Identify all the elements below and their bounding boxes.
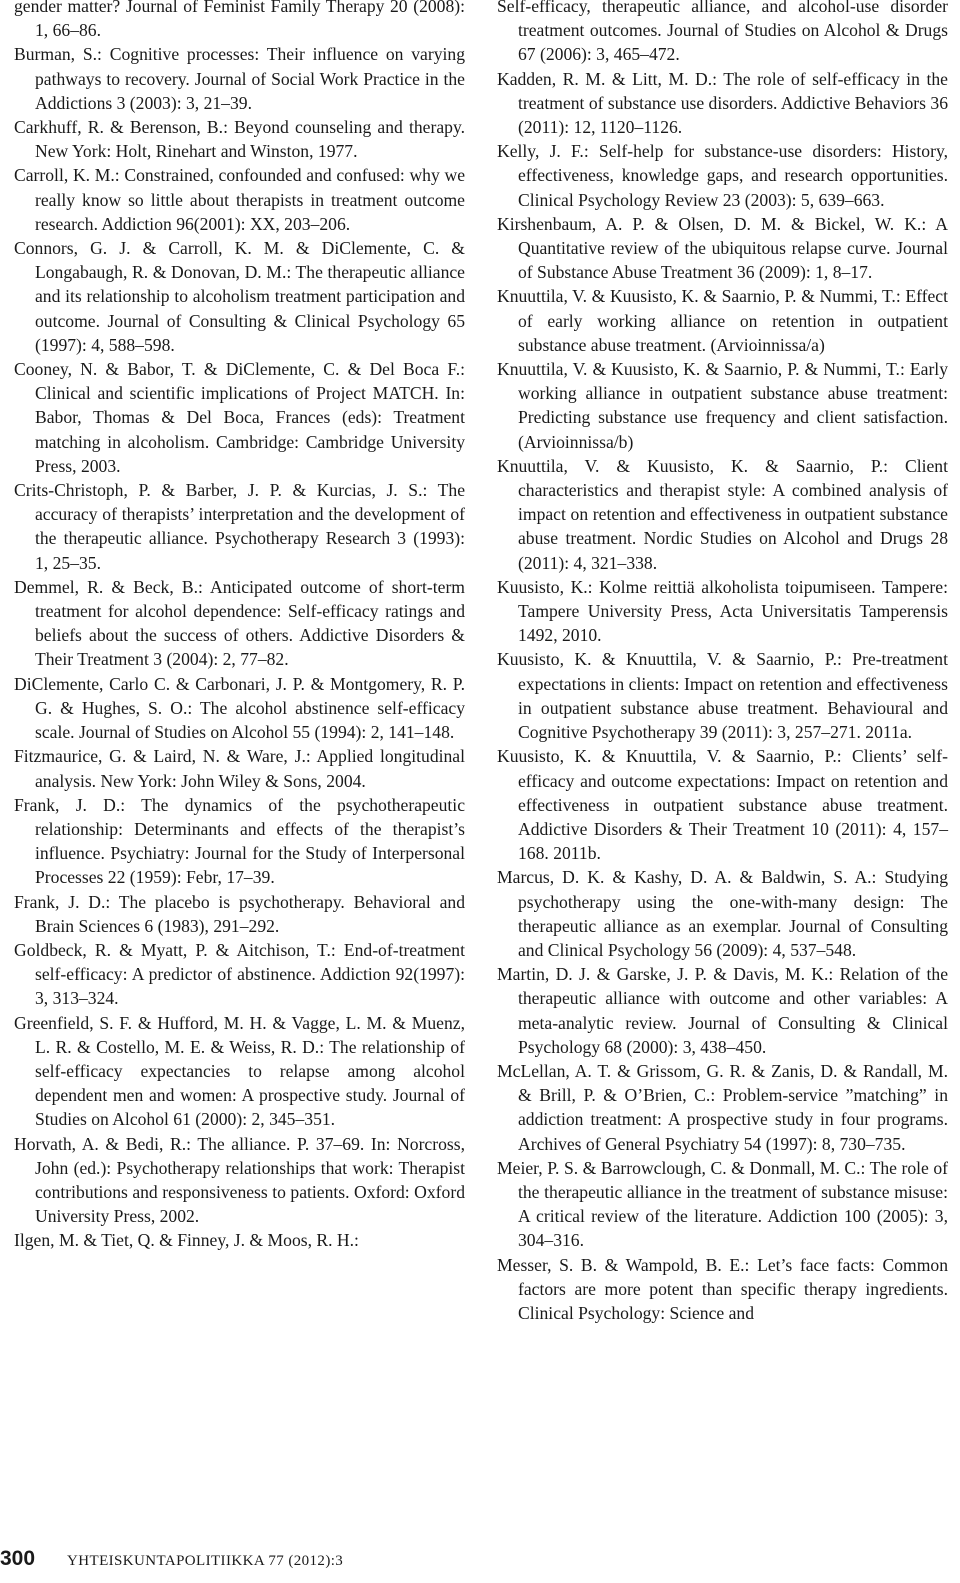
reference-entry: Marcus, D. K. & Kashy, D. A. & Baldwin, S. A.: Studying psychotherapy using the one-with-many design: The therapeutic alliance as an exemplar. Journal of Consulting and Clinical Psychology 56 (2009): 4, 537–548. xyxy=(497,867,948,960)
reference-entry: Horvath, A. & Bedi, R.: The alliance. P. 37–69. In: Norcross, John (ed.): Psychotherapy relationships that work: Therapist contributions and responsiveness to patients. Oxford: Oxford University Press, 2002. xyxy=(14,1133,465,1227)
reference-entry: Martin, D. J. & Garske, J. P. & Davis, M. K.: Relation of the therapeutic alliance with outcome and other variables: A meta-analytic review. Journal of Consulting & Clinical Psychology 68 (2000): 3, 438–450. xyxy=(497,964,948,1057)
reference-entry: Messer, S. B. & Wampold, B. E.: Let’s face facts: Common factors are more potent than specific therapy ingredients. Clinical Psychology: Science and xyxy=(497,1254,948,1323)
reference-entry: McLellan, A. T. & Grissom, G. R. & Zanis, D. & Randall, M. & Brill, P. & O’Brien, C.: Problem-service ”matching” in addiction treatment: A prospective study in four programs. Archives of General Psychiatry 54 (1997): 8, 730–735. xyxy=(497,1060,948,1154)
reference-entry: Carroll, K. M.: Constrained, confounded and confused: why we really know so little about therapists in treatment outcome research. Addiction 96(2001): XX, 203–206. xyxy=(14,165,465,234)
reference-entry: Burman, S.: Cognitive processes: Their influence on varying pathways to recovery. Journal of Social Work Practice in the Addictions 3 (2003): 3, 21–39. xyxy=(14,44,465,113)
page-footer xyxy=(0,1547,343,1571)
reference-entry: gender matter? Journal of Feminist Family Therapy 20 (2008): 1, 66–86. xyxy=(14,0,465,41)
reference-entry: Crits-Christoph, P. & Barber, J. P. & Kurcias, J. S.: The accuracy of therapists’ interpretation and the development of the therapeutic alliance. Psychotherapy Research 3 (1993): 1, 25–35. xyxy=(14,480,465,573)
reference-entry: Greenfield, S. F. & Hufford, M. H. & Vagge, L. M. & Muenz, L. R. & Costello, M. E. & Weiss, R. D.: The relationship of self-efficacy expectancies to relapse among alcohol dependent men and women: A prospective study. Journal of Studies on Alcohol 61 (2000): 2, 345–351. xyxy=(14,1012,465,1130)
journal-running-title: YHTEISKUNTAPOLITIIKKA 77 (2012):3 xyxy=(67,1553,344,1569)
reference-entry: Goldbeck, R. & Myatt, P. & Aitchison, T.: End-of-treatment self-efficacy: A predictor of abstinence. Addiction 92(1997): 3, 313–324. xyxy=(14,939,465,1009)
reference-entry: Carkhuff, R. & Berenson, B.: Beyond counseling and therapy. New York: Holt, Rinehart and Winston, 1977. xyxy=(14,117,465,162)
reference-entry: Meier, P. S. & Barrowclough, C. & Donmall, M. C.: The role of the therapeutic alliance in the treatment of substance misuse: A critical review of the literature. Addiction 100 (2005): 3, 304–316. xyxy=(497,1157,948,1251)
reference-entry: Frank, J. D.: The dynamics of the psychotherapeutic relationship: Determinants and effects of the therapist’s influence. Psychiatry: Journal for the Study of Interpersonal Processes 22 (1959): Febr, 17–39. xyxy=(14,794,465,888)
reference-entry: Connors, G. J. & Carroll, K. M. & DiClemente, C. & Longabaugh, R. & Donovan, D. M.: The therapeutic alliance and its relationship to alcoholism treatment participation and outcome. Journal of Consulting & Clinical Psychology 65 (1997): 4, 588–598. xyxy=(14,238,465,355)
reference-entry: Knuuttila, V. & Kuusisto, K. & Saarnio, P. & Nummi, T.: Effect of early working alliance on retention in outpatient substance abuse treatment. (Arvioinnissa/a) xyxy=(497,286,948,355)
page-number: 300 xyxy=(0,1547,36,1570)
reference-entry: Kuusisto, K.: Kolme reittiä alkoholista toipumiseen. Tampere: Tampere University Press, Acta Universitatis Tamperensis 1492, 2010. xyxy=(497,576,948,646)
reference-entry: Kirshenbaum, A. P. & Olsen, D. M. & Bickel, W. K.: A Quantitative review of the ubiquitous relapse curve. Journal of Substance Abuse Treatment 36 (2009): 1, 8–17. xyxy=(497,213,948,283)
reference-entry: DiClemente, Carlo C. & Carbonari, J. P. & Montgomery, R. P. G. & Hughes, S. O.: The alcohol abstinence self-efficacy scale. Journal of Studies on Alcohol 55 (1994): 2, 141–148. xyxy=(14,673,465,743)
reference-entry: Kuusisto, K. & Knuuttila, V. & Saarnio, P.: Pre-treatment expectations in clients: Impact on retention and effectiveness in outpatient substance abuse treatment. Behavioural and Cognitive Psychotherapy 39 (2011): 3, 257–271. 2011a. xyxy=(497,649,948,743)
reference-entry: Frank, J. D.: The placebo is psychotherapy. Behavioral and Brain Sciences 6 (1983), 291–292. xyxy=(14,891,465,936)
reference-entry: Kadden, R. M. & Litt, M. D.: The role of self-efficacy in the treatment of substance use disorders. Addictive Behaviors 36 (2011): 12, 1120–1126. xyxy=(497,68,948,138)
reference-column-right xyxy=(497,0,948,1325)
reference-entry: Kelly, J. F.: Self-help for substance-use disorders: History, effectiveness, knowledge gaps, and research opportunities. Clinical Psychology Review 23 (2003): 5, 639–663. xyxy=(497,141,948,210)
reference-entry: Demmel, R. & Beck, B.: Anticipated outcome of short-term treatment for alcohol dependence: Self-efficacy ratings and beliefs about the success of others. Addictive Disorders & Their Treatment 3 (2004): 2, 77–82. xyxy=(14,576,465,670)
reference-column-left xyxy=(14,0,465,1253)
reference-entry: Cooney, N. & Babor, T. & DiClemente, C. & Del Boca F.: Clinical and scientific implications of Project MATCH. In: Babor, Thomas & Del Boca, Frances (eds): Treatment matching in alcoholism. Cambridge: Cambridge University Press, 2003. xyxy=(14,359,465,476)
reference-entry: Ilgen, M. & Tiet, Q. & Finney, J. & Moos, R. H.: xyxy=(14,1230,359,1251)
reference-entry: Knuuttila, V. & Kuusisto, K. & Saarnio, P.: Client characteristics and therapist style: A combined analysis of impact on retention and effectiveness in outpatient substance abuse treatment. Nordic Studies on Alcohol and Drugs 28 (2011): 4, 321–338. xyxy=(497,455,948,573)
reference-entry: Fitzmaurice, G. & Laird, N. & Ware, J.: Applied longitudinal analysis. New York: John Wiley & Sons, 2004. xyxy=(14,746,465,791)
reference-entry: Knuuttila, V. & Kuusisto, K. & Saarnio, P. & Nummi, T.: Early working alliance in outpatient substance abuse treatment: Predicting substance use frequency and client satisfaction. (Arvioinnissa/b) xyxy=(497,359,948,452)
reference-entry: Kuusisto, K. & Knuuttila, V. & Saarnio, P.: Clients’ self-efficacy and outcome expectations: Impact on retention and effectiveness in outpatient substance abuse treatment. Addictive Disorders & Their Treatment 10 (2011): 4, 157–168. 2011b. xyxy=(497,746,948,864)
reference-entry: Self-efficacy, therapeutic alliance, and alcohol-use disorder treatment outcomes. Journal of Studies on Alcohol & Drugs 67 (2006): 3, 465–472. xyxy=(497,0,948,65)
